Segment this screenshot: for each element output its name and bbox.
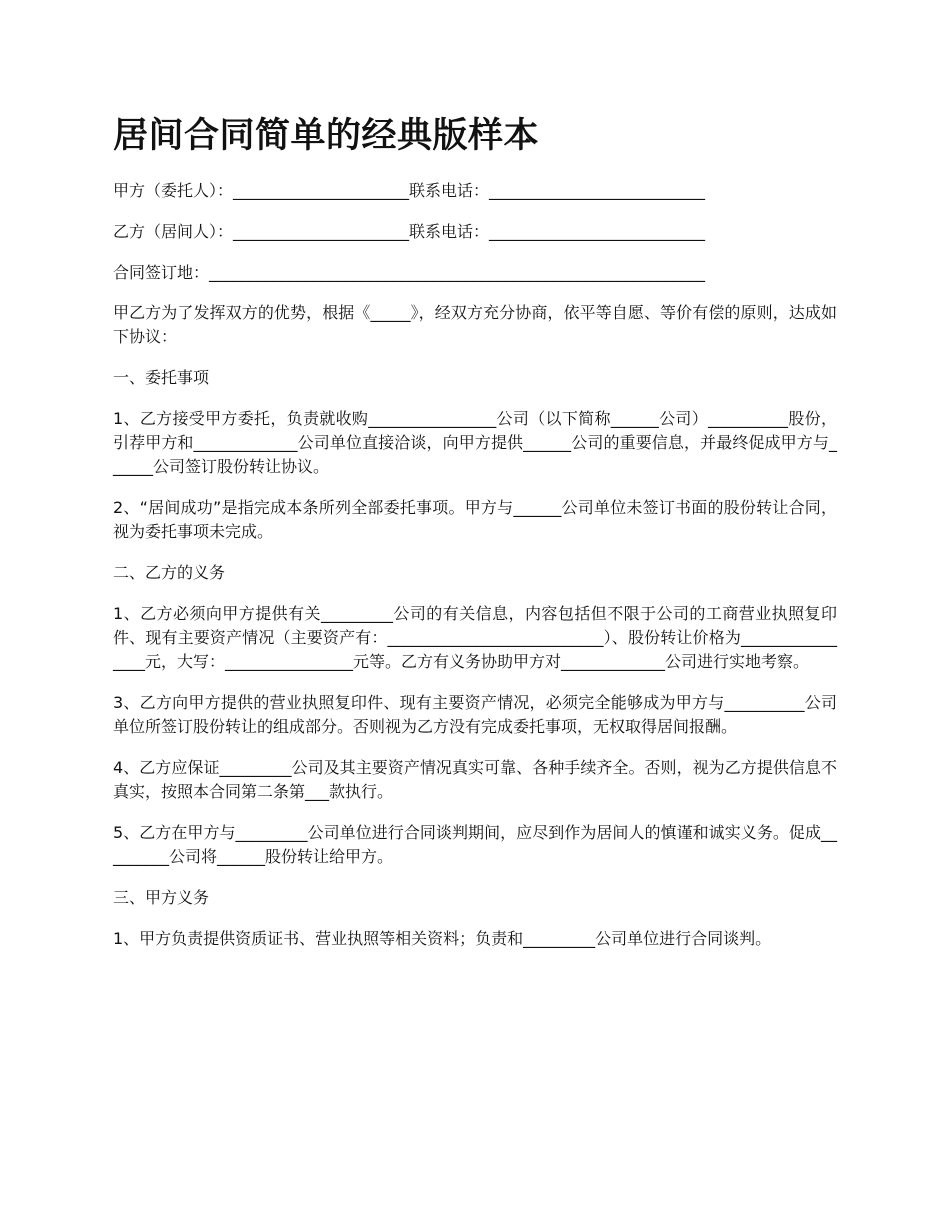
clause-2-4: 4、乙方应保证_________公司及其主要资产情况真实可靠、各种手续齐全。否则，视为乙方提供信息不真实，按照本合同第二条第___款执行。	[113, 758, 837, 801]
section-heading-1: 一、委托事项	[113, 368, 210, 387]
party-b-line: 乙方（居间人）：______________________联系电话：___________________________	[113, 222, 706, 241]
document-title: 居间合同简单的经典版样本	[113, 116, 540, 156]
clause-3-1: 1、甲方负责提供资质证书、营业执照等相关资料；负责和_________公司单位进行合同谈判。	[113, 929, 772, 948]
sign-place-line: 合同签订地：______________________________________________________________	[113, 263, 706, 282]
section-heading-3: 三、甲方义务	[113, 888, 210, 907]
clause-1-2: 2、“居间成功”是指完成本条所列全部委托事项。甲方与______公司单位未签订书面的股份转让合同，视为委托事项未完成。	[113, 498, 837, 541]
clause-1-1: 1、乙方接受甲方委托，负责就收购________________公司（以下简称______公司）__________股份，引荐甲方和_____________公司单位直接洽谈，向甲方提供______公司的重要信息，并最终促成甲方与______公司签订股份转让协议。	[113, 409, 837, 476]
clause-2-1: 1、乙方必须向甲方提供有关_________公司的有关信息，内容包括但不限于公司的工商营业执照复印件、现有主要资产情况（主要资产有：___________________________）、股份转让价格为________________元，大写：________________元等。乙方有义务协助甲方对_____________公司进行实地考察。	[113, 604, 837, 671]
clause-2-3: 3、乙方向甲方提供的营业执照复印件、现有主要资产情况，必须完全能够成为甲方与__________公司单位所签订股份转让的组成部分。否则视为乙方没有完成委托事项，无权取得居间报酬。	[113, 693, 837, 736]
clause-2-5: 5、乙方在甲方与_________公司单位进行合同谈判期间，应尽到作为居间人的慎谨和诚实义务。促成_________公司将______股份转让给甲方。	[113, 823, 837, 866]
section-heading-2: 二、乙方的义务	[113, 563, 226, 582]
intro-paragraph: 甲乙方为了发挥双方的优势，根据《_____》，经双方充分协商，依平等自愿、等价有偿的原则，达成如下协议：	[113, 303, 837, 346]
document-page	[113, 110, 837, 968]
party-a-line: 甲方（委托人）：______________________联系电话：___________________________	[113, 181, 706, 200]
